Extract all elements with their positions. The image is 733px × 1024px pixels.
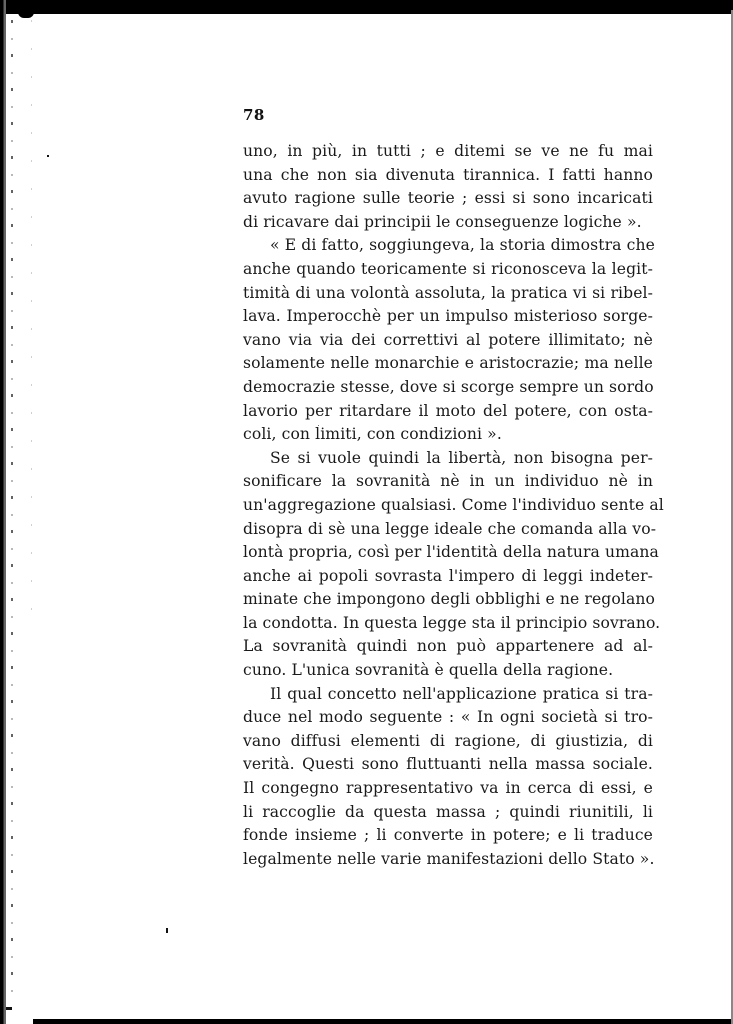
text-line: fonde insieme ; li converte in potere; e li traduce — [243, 826, 653, 845]
text-line: uno, in più, in tutti ; e ditemi se ve ne fu mai — [243, 142, 653, 160]
scan-border-top — [0, 0, 733, 14]
text-line: solamente nelle monarchie e aristocrazie; ma nelle — [243, 354, 653, 373]
scan-speck — [47, 155, 49, 157]
text-line: democrazie stesse, dove si scorge sempre un sordo — [243, 377, 654, 396]
text-line: disopra di sè una legge ideale che comanda alla vo- — [243, 519, 657, 538]
text-line: timità di una volontà assoluta, la pratica vi si ribel- — [243, 283, 653, 302]
text-line: lava. Imperocchè per un impulso misterioso sorge- — [243, 307, 653, 326]
scan-border-bottom — [33, 1019, 733, 1024]
text-line: sonificare la sovranità nè in un individuo nè in — [243, 472, 653, 491]
scan-artifact — [18, 10, 34, 18]
body-text — [243, 140, 664, 871]
text-line: « E di fatto, soggiungeva, la storia dimostra che — [270, 236, 655, 255]
paragraph — [243, 234, 653, 446]
scan-artifact — [31, 20, 32, 620]
text-line: legalmente nelle varie manifestazioni dello Stato ». — [243, 849, 655, 868]
text-line: lontà propria, così per l'identità della natura umana — [243, 543, 659, 562]
text-line: minate che impongono degli obblighi e ne regolano — [243, 590, 655, 609]
text-line: vano via via dei correttivi al potere illimitato; nè — [243, 330, 653, 349]
text-line: Il congegno rappresentativo va in cerca di essi, e — [243, 779, 653, 798]
scan-speck — [166, 928, 168, 933]
text-line: coli, con limiti, con condizioni ». — [243, 425, 502, 444]
text-line: una che non sia divenuta tirannica. I fatti hanno — [243, 165, 653, 184]
text-line: duce nel modo seguente : « In ogni società si tro- — [243, 708, 653, 727]
text-line: un'aggregazione qualsiasi. Come l'individuo sente al — [243, 495, 664, 514]
text-line: li raccoglie da questa massa ; quindi riunitili, li — [243, 802, 653, 821]
text-line: cuno. L'unica sovranità è quella della ragione. — [243, 661, 614, 680]
text-line: verità. Questi sono fluttuanti nella massa sociale. — [243, 755, 653, 774]
text-line: lavorio per ritardare il moto del potere, con osta- — [243, 401, 653, 420]
paragraph — [243, 140, 653, 234]
text-line: La sovranità quindi non può appartenere ad al- — [243, 637, 653, 656]
paragraph — [243, 447, 664, 683]
text-line: Se si vuole quindi la libertà, non bisogna per- — [270, 448, 653, 467]
scan-speck — [6, 1007, 12, 1010]
scan-border-left — [0, 0, 6, 1024]
paragraph — [243, 683, 653, 872]
text-line: vano diffusi elementi di ragione, di giustizia, di — [243, 731, 653, 750]
text-line: anche quando teoricamente si riconosceva la legit- — [243, 259, 653, 278]
text-line: avuto ragione sulle teorie ; essi si sono incaricati — [243, 189, 653, 208]
text-line: Il qual concetto nell'applicazione pratica si tra- — [270, 684, 653, 703]
scan-artifact — [11, 20, 13, 1000]
text-line: anche ai popoli sovrasta l'impero di leggi indeter- — [243, 566, 653, 585]
text-line: la condotta. In questa legge sta il principio sovrano. — [243, 613, 661, 632]
page-number: 78 — [243, 106, 265, 124]
text-line: di ricavare dai principii le conseguenze logiche ». — [243, 212, 642, 231]
